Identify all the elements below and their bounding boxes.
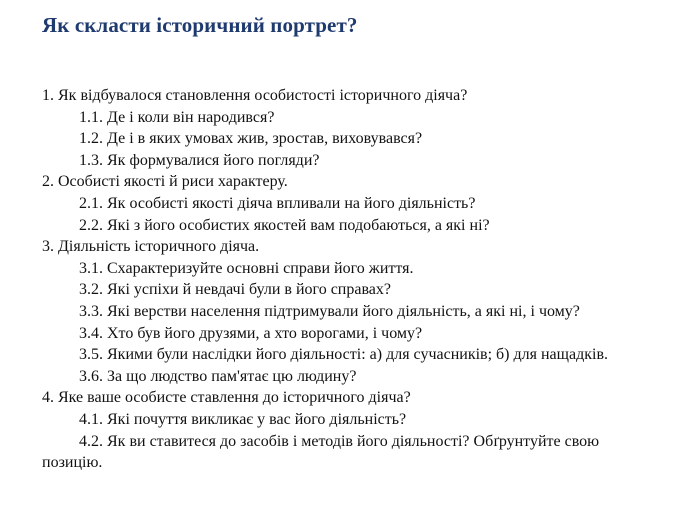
section-3-heading: 3. Діяльність історичного діяча. xyxy=(42,238,260,256)
page-title: Як скласти історичний портрет? xyxy=(42,13,358,37)
question-2-2: 2.2. Які з його особистих якостей вам подобаються, а які ні? xyxy=(79,216,490,234)
question-1-2: 1.2. Де і в яких умовах жив, зростав, виховувався? xyxy=(79,130,423,148)
question-3-5: 3.5. Якими були наслідки його діяльності: а) для сучасників; б) для нащадків. xyxy=(79,346,608,364)
section-2-heading: 2. Особисті якості й риси характеру. xyxy=(42,173,288,191)
question-outline xyxy=(42,85,673,474)
question-3-1: 3.1. Схарактеризуйте основні справи його життя. xyxy=(79,259,414,277)
question-3-4: 3.4. Хто був його друзями, а хто ворогами, і чому? xyxy=(79,324,423,342)
question-3-6: 3.6. За що людство пам'ятає цю людину? xyxy=(79,367,357,385)
section-4-heading: 4. Яке ваше особисте ставлення до історичного діяча? xyxy=(42,389,411,407)
question-2-1: 2.1. Як особисті якості діяча впливали на його діяльність? xyxy=(79,194,476,212)
question-1-1: 1.1. Де і коли він народився? xyxy=(79,108,275,126)
question-3-3: 3.3. Які верстви населення підтримували його діяльність, а які ні, і чому? xyxy=(79,302,580,320)
section-1-heading: 1. Як відбувалося становлення особистості історичного діяча? xyxy=(42,87,468,104)
question-3-2: 3.2. Які успіхи й невдачі були в його справах? xyxy=(79,281,392,299)
question-1-3: 1.3. Як формувалися його погляди? xyxy=(79,151,320,169)
question-4-2: 4.2. Як ви ставитеся до засобів і методів його діяльності? Обґрунтуйте свою позицію. xyxy=(42,432,600,472)
question-4-1: 4.1. Які почуття викликає у вас його діяльність? xyxy=(79,410,407,428)
